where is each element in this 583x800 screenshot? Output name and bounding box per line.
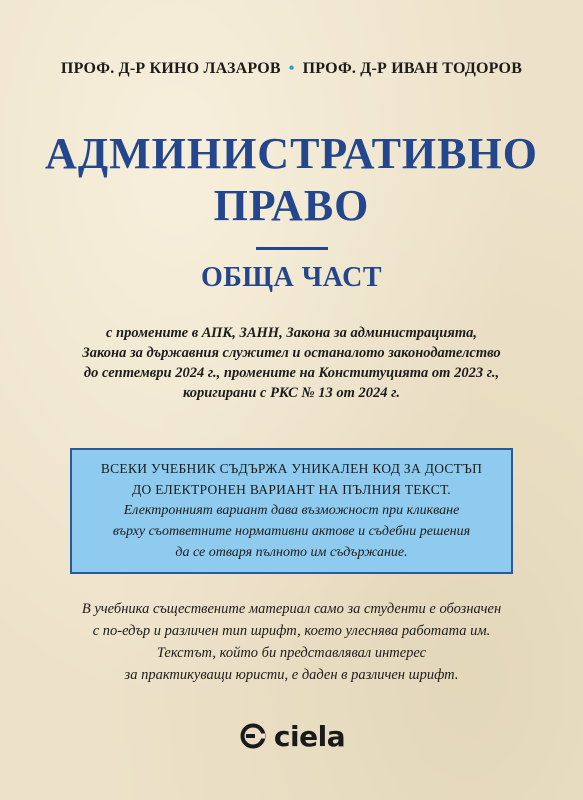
publisher-name: ciela bbox=[273, 719, 346, 753]
box-line: Електронният вариант дава възможност при кликване bbox=[123, 503, 460, 518]
authors-line bbox=[0, 60, 583, 78]
title-line-2: ПРАВО bbox=[213, 181, 370, 230]
info-line: Текстът, който би представлявал интерес bbox=[156, 645, 427, 661]
box-line: ДО ЕЛЕКТРОНЕН ВАРИАНТ НА ПЪЛНИЯ ТЕКСТ. bbox=[132, 482, 451, 497]
box-line: върху съответните нормативни актове и съдебни решения bbox=[112, 524, 471, 539]
info-line: В учебника съществените материал само за студенти е обозначен bbox=[81, 601, 502, 617]
note-line: с промените в АПК, ЗАНН, Закона за администрацията, bbox=[106, 325, 477, 341]
publisher-logo bbox=[0, 716, 583, 756]
author-separator: • bbox=[288, 60, 295, 77]
box-line: ВСЕКИ УЧЕБНИК СЪДЪРЖА УНИКАЛЕН КОД ЗА ДОСТЪП bbox=[100, 461, 483, 476]
title-line-1: АДМИНИСТРАТИВНО bbox=[45, 129, 538, 178]
note-line: до септември 2024 г., промените на Конституцията от 2023 г., bbox=[83, 365, 500, 381]
book-title bbox=[0, 128, 583, 232]
access-code-box bbox=[70, 448, 513, 574]
info-line: за практикуващи юристи, е даден в различен шрифт. bbox=[124, 667, 459, 683]
ciela-logo-icon bbox=[238, 721, 268, 751]
box-line: да се отваря пълното им съдържание. bbox=[175, 545, 408, 560]
subtitle: ОБЩА ЧАСТ bbox=[200, 262, 383, 293]
info-line: с по-едър и различен тип шрифт, което улеснява работата им. bbox=[92, 623, 491, 639]
author-2: ПРОФ. Д-Р ИВАН ТОДОРОВ bbox=[302, 60, 523, 77]
author-1: ПРОФ. Д-Р КИНО ЛАЗАРОВ bbox=[60, 60, 281, 77]
note-line: коригирани с РКС № 13 от 2024 г. bbox=[183, 385, 400, 401]
info-paragraph bbox=[20, 598, 563, 686]
note-line: Закона за държавния служител и останалото законодателство bbox=[82, 345, 501, 361]
title-divider bbox=[256, 247, 328, 250]
edition-notes bbox=[40, 323, 543, 403]
